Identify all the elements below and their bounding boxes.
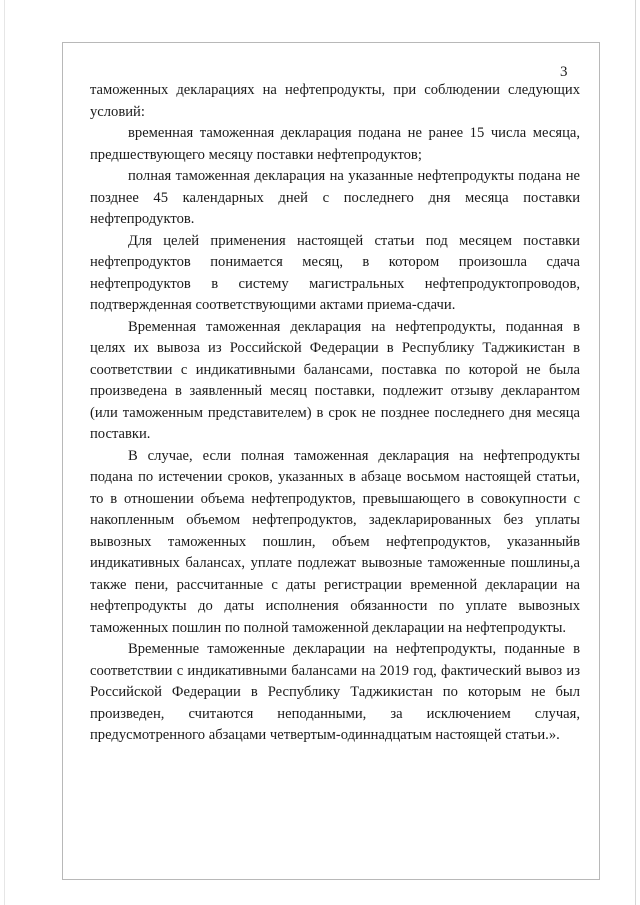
paragraph-condition-full: полная таможенная декларация на указанные нефтепродукты подана не позднее 45 календарных дней с последнего дня месяца поставки нефтепродуктов.	[90, 168, 580, 227]
paragraph-condition-temporary: временная таможенная декларация подана не ранее 15 числа месяца, предшествующего месяцу поставки нефтепродуктов;	[90, 125, 580, 163]
scan-edge-right	[635, 0, 636, 905]
scan-edge-left	[4, 0, 5, 905]
paragraph-withdrawal: Временная таможенная декларация на нефтепродукты, поданная в целях их вывоза из Российской Федерации в Республику Таджикистан в соответствии с индикативными балансами, поставка по которой не была произведена в заявленный месяц поставки, подлежит отзыву декларантом (или таможенным представителем) в срок не позднее последнего дня месяца поставки.	[90, 318, 580, 442]
paragraph-delivery-month: Для целей применения настоящей статьи под месяцем поставки нефтепродуктов понимается месяц, в котором произошла сдача нефтепродуктов в систему магистральных нефтепродуктопроводов, подтвержденная соответствующими актами приема-сдачи.	[90, 232, 580, 313]
paragraph-late-filing: В случае, если полная таможенная декларация на нефтепродукты подана по истечении сроков, указанных в абзаце восьмом настоящей статьи, то в отношении объема нефтепродуктов, превышающего в совокупности с накопленным объемом нефтепродуктов, задекларированных без уплаты вывозных таможенных пошлин, объем нефтепродуктов, указанныйв индикативных балансах, уплате подлежат вывозные таможенные пошлины,а также пени, рассчитанные с даты регистрации временной декларации на нефтепродукты до даты исполнения обязанности по уплате вывозных таможенных пошлин по полной таможенной декларации на нефтепродукты.	[90, 447, 580, 636]
document-body	[90, 80, 580, 747]
paragraph-continuation: таможенных декларациях на нефтепродукты, при соблюдении следующих условий:	[90, 82, 580, 120]
paragraph-2019-declarations: Временные таможенные декларации на нефтепродукты, поданные в соответствии с индикативными балансами на 2019 год, фактический вывоз из Российской Федерации в Республику Таджикистан по которым не был произведен, считаются неподанными, за исключением случая, предусмотренного абзацами четвертым-одиннадцатым настоящей статьи.».	[90, 641, 580, 743]
page-number: 3	[560, 64, 568, 80]
